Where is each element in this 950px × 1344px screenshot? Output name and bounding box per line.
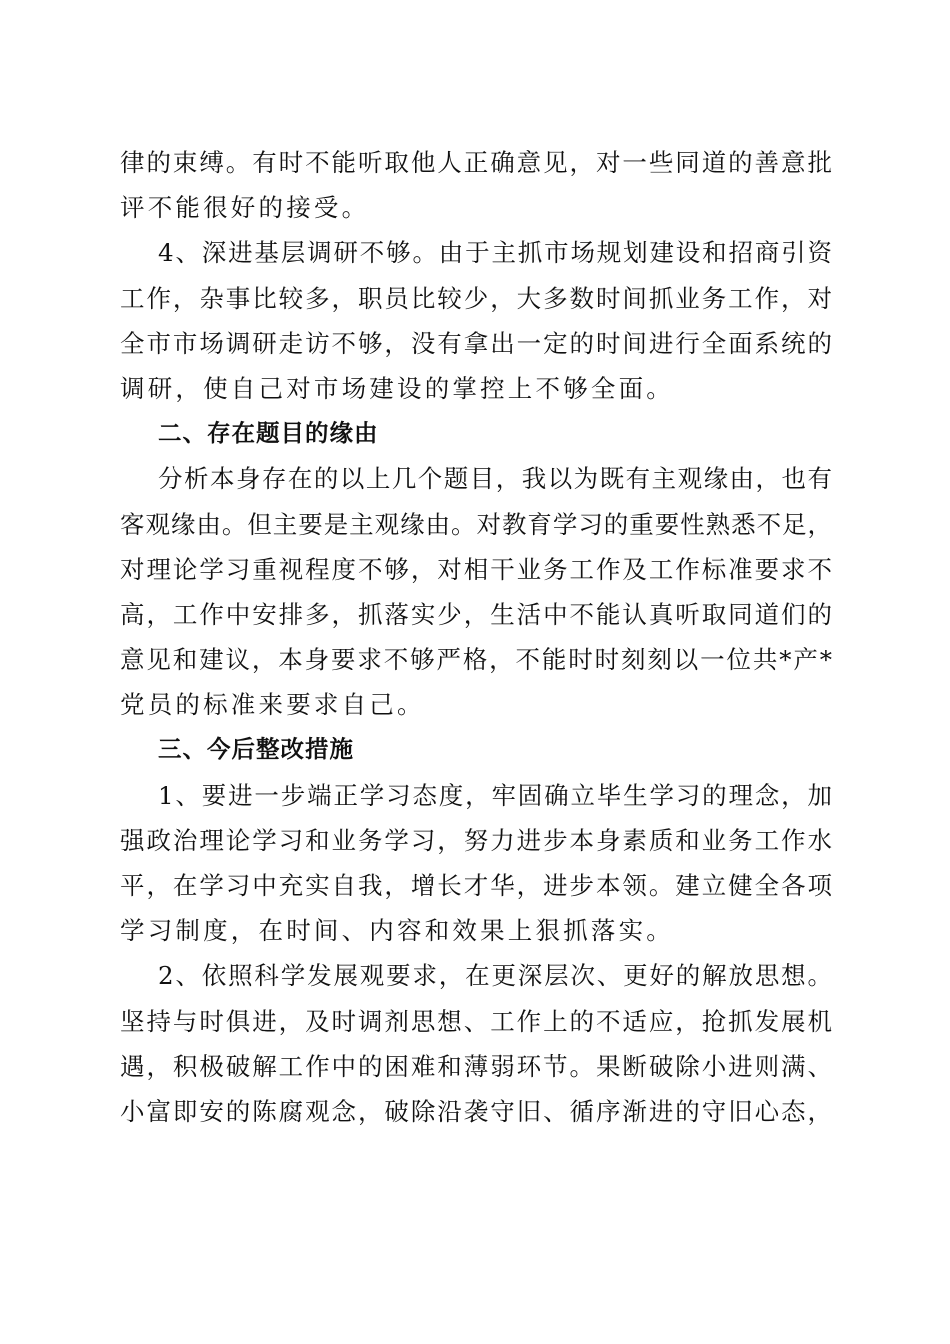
body-line: 对理论学习重视程度不够，对相干业务工作及工作标准要求不	[120, 554, 832, 584]
body-line: 学习制度，在时间、内容和效果上狠抓落实。	[120, 916, 674, 946]
body-line: 4、深进基层调研不够。由于主抓市场规划建设和招商引资	[158, 238, 832, 268]
section-heading: 三、今后整改措施	[158, 735, 354, 764]
body-line: 小富即安的陈腐观念，破除沿袭守旧、循序渐进的守旧心态，	[120, 1096, 832, 1126]
body-line: 坚持与时俱进，及时调剂思想、工作上的不适应，抢抓发展机	[120, 1006, 832, 1036]
document-body	[120, 140, 832, 1134]
body-line: 工作，杂事比较多，职员比较少，大多数时间抓业务工作，对	[120, 283, 832, 313]
section-heading: 二、存在题目的缘由	[158, 419, 379, 448]
body-line: 调研，使自己对市场建设的掌控上不够全面。	[120, 373, 674, 403]
body-line: 2、依照科学发展观要求，在更深层次、更好的解放思想。	[158, 961, 832, 991]
body-line: 遇，积极破解工作中的困难和薄弱环节。果断破除小进则满、	[120, 1051, 832, 1081]
body-line: 1、要进一步端正学习态度，牢固确立毕生学习的理念，加	[158, 780, 832, 810]
body-line: 意见和建议，本身要求不够严格，不能时时刻刻以一位共*产*	[120, 645, 832, 675]
body-line: 律的束缚。有时不能听取他人正确意见，对一些同道的善意批	[120, 148, 832, 177]
body-line: 评不能很好的接受。	[120, 193, 370, 223]
body-line: 高，工作中安排多，抓落实少，生活中不能认真听取同道们的	[120, 599, 832, 629]
body-line: 党员的标准来要求自己。	[120, 690, 425, 720]
body-line: 客观缘由。但主要是主观缘由。对教育学习的重要性熟悉不足，	[120, 509, 832, 539]
body-line: 全市市场调研走访不够，没有拿出一定的时间进行全面系统的	[120, 328, 832, 358]
body-line: 强政治理论学习和业务学习，努力进步本身素质和业务工作水	[120, 825, 832, 855]
body-line: 平，在学习中充实自我，增长才华，进步本领。建立健全各项	[120, 871, 832, 900]
body-line: 分析本身存在的以上几个题目，我以为既有主观缘由，也有	[158, 464, 832, 494]
